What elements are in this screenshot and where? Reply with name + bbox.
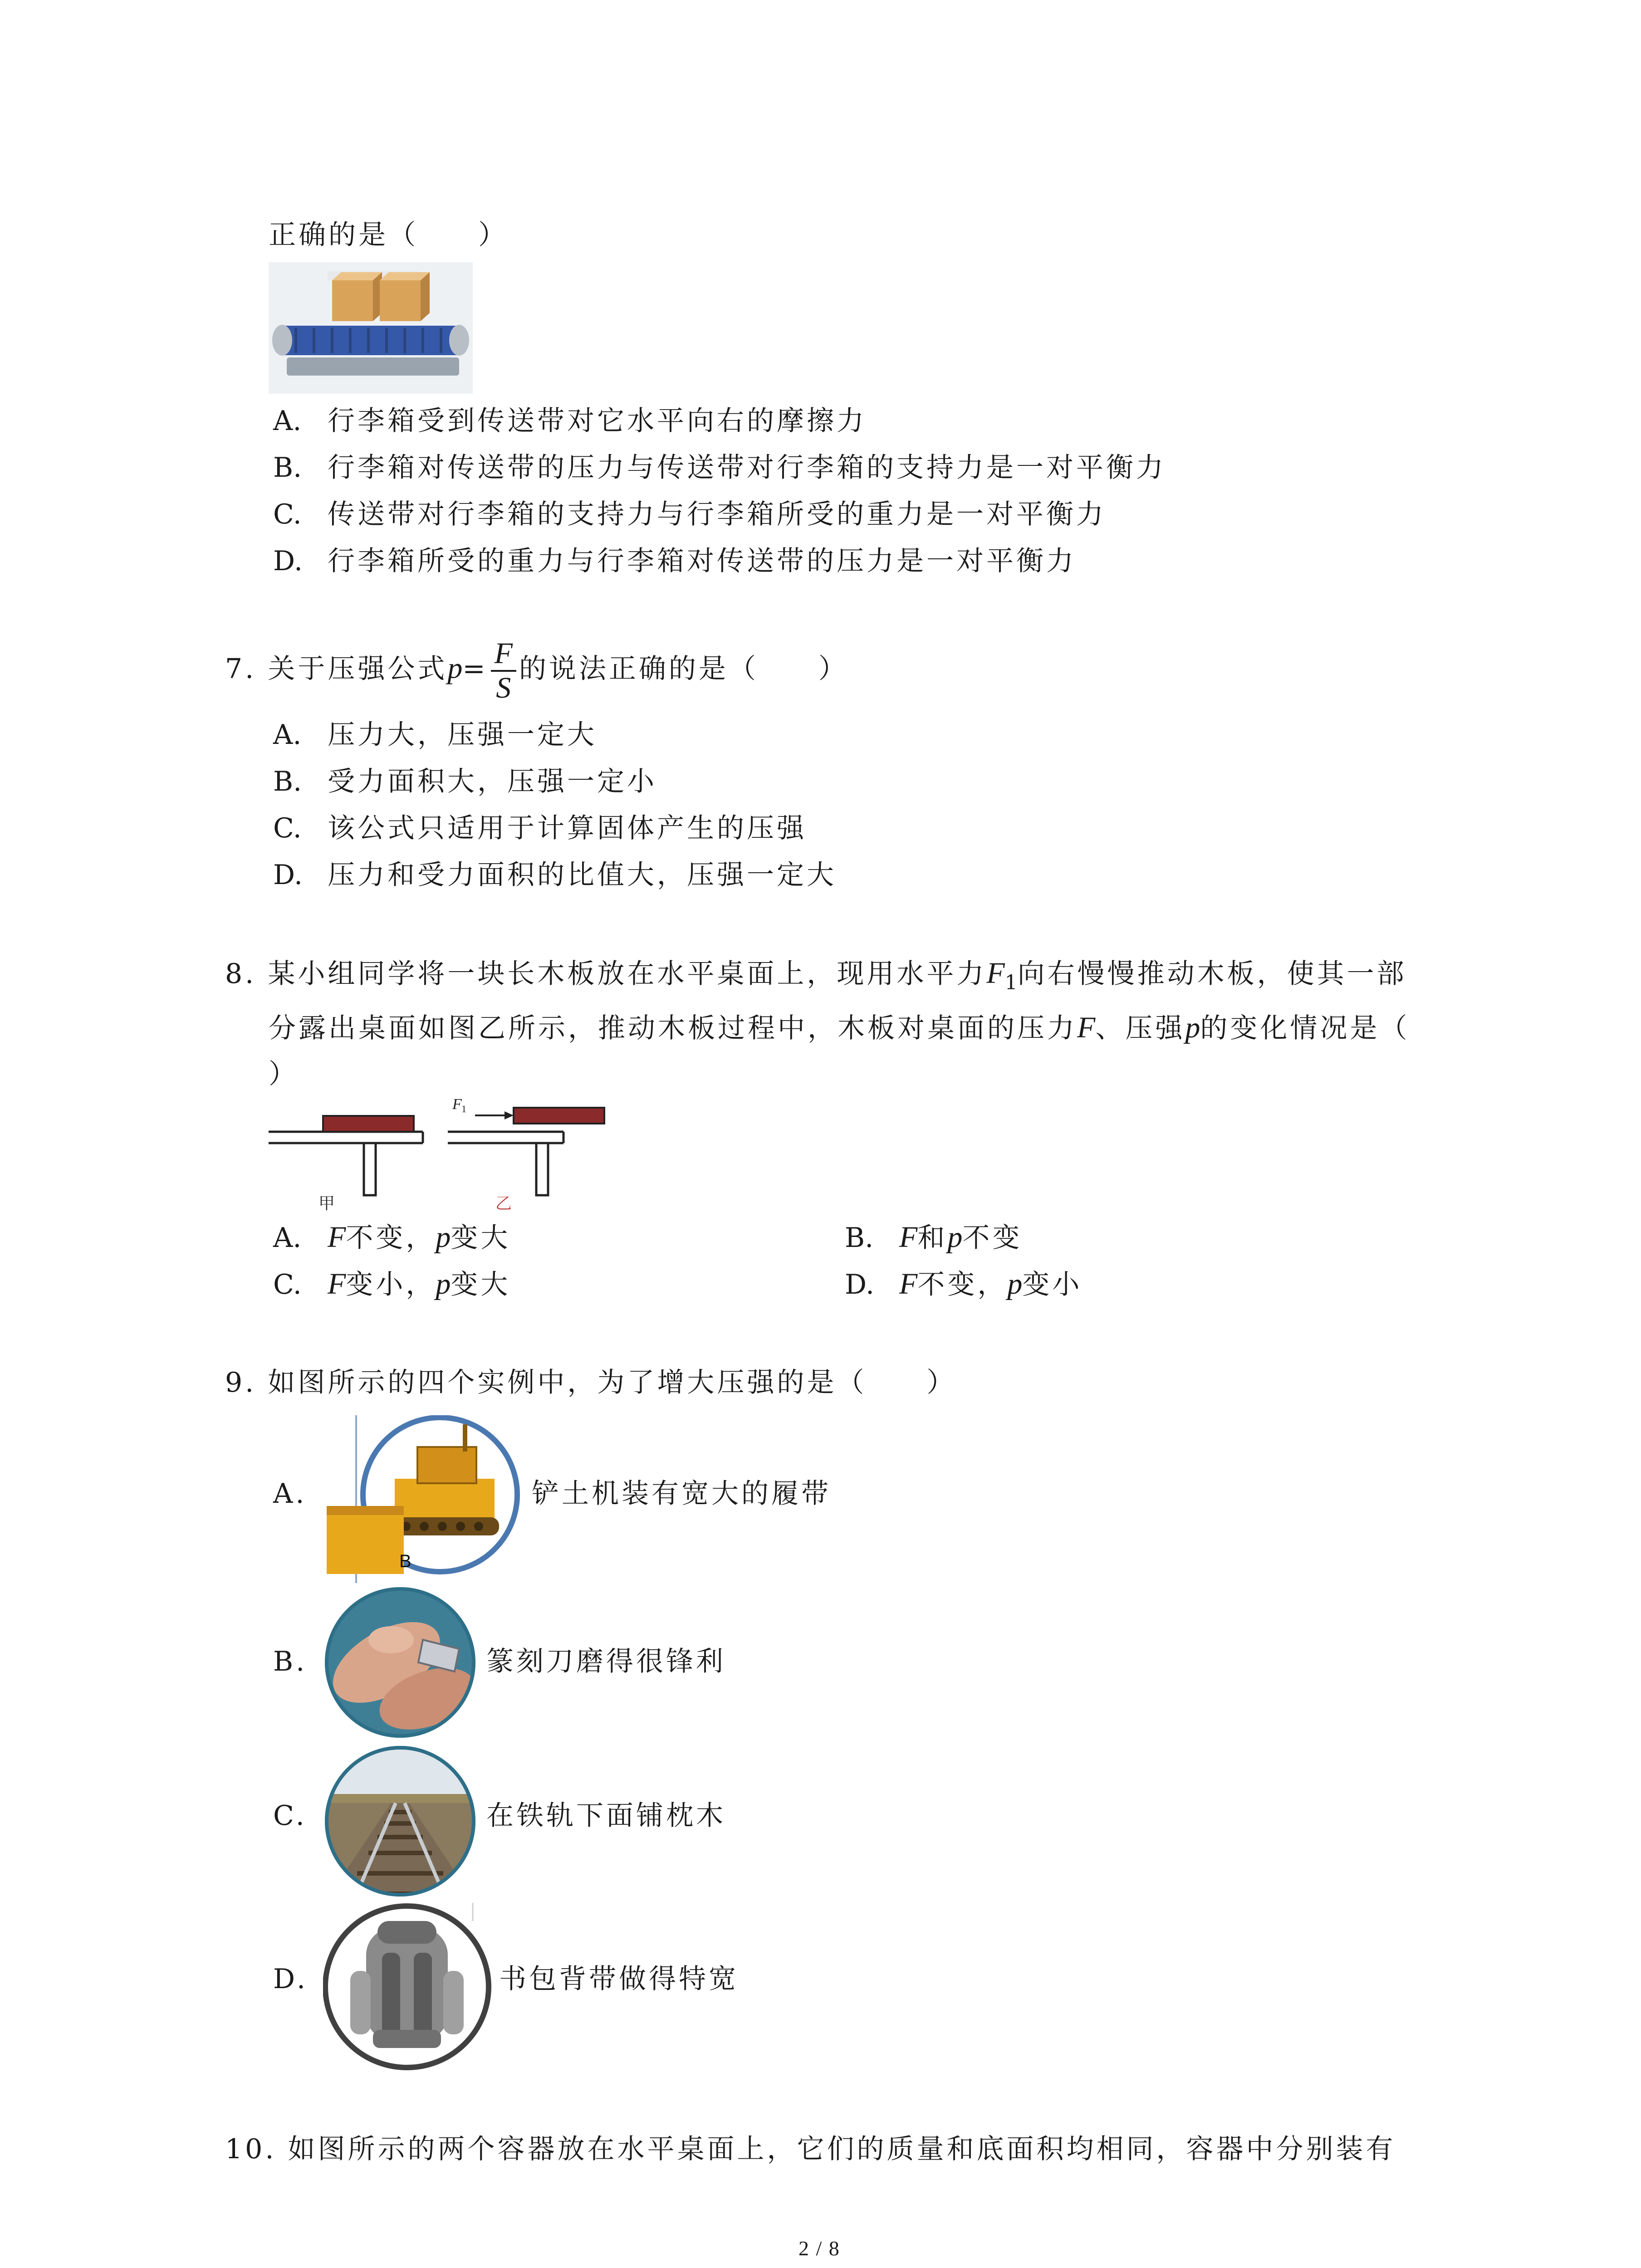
question-number: 10. xyxy=(225,2133,277,2165)
var-subscript: 1 xyxy=(1004,971,1018,994)
question-number: 8. xyxy=(225,958,257,990)
var-p: p xyxy=(436,1221,451,1254)
backpack-icon xyxy=(323,1903,495,2071)
stem-text: 的变化情况是（ xyxy=(1200,1012,1410,1044)
stem-text: 向右慢慢推动木板，使其一部 xyxy=(1017,958,1407,990)
q8-option-a[interactable] xyxy=(273,1220,510,1255)
fraction-numerator: F xyxy=(491,637,516,672)
q9-option-a-text: 铲土机装有宽大的履带 xyxy=(532,1478,831,1510)
stem-text: 如图所示的两个容器放在水平桌面上，它们的质量和底面积均相同，容器中分别装有 xyxy=(288,2133,1396,2165)
option-label: C. xyxy=(273,1269,302,1300)
railway-track-icon xyxy=(323,1744,477,1898)
stem-text: 的说法正确的是（ ） xyxy=(519,653,848,685)
var-f: F xyxy=(328,1267,346,1300)
q10-stem xyxy=(225,2132,1396,2166)
option-label: C. xyxy=(273,499,302,530)
var-f: F xyxy=(328,1221,346,1254)
var-p: p xyxy=(436,1267,451,1300)
option-text: 不变 xyxy=(962,1222,1023,1254)
force-label-subscript: 1 xyxy=(461,1103,466,1114)
page-number: 2 / 8 xyxy=(798,2237,840,2260)
option-text: 变大 xyxy=(451,1269,511,1300)
board-push-figure xyxy=(269,1093,613,1216)
q7-option-a[interactable] xyxy=(273,718,597,752)
option-text: 变小 xyxy=(1022,1269,1083,1300)
option-label: A. xyxy=(273,405,302,437)
question-number: 9. xyxy=(225,1367,257,1398)
var-f: F xyxy=(1077,1011,1096,1044)
var-f: F xyxy=(899,1221,918,1254)
figure-label-jia: 甲 xyxy=(318,1194,335,1213)
option-label: D. xyxy=(273,859,303,891)
var-p: p xyxy=(1185,1011,1200,1044)
q6-stem-tail: 正确的是（ ） xyxy=(269,219,508,251)
q6-option-c[interactable] xyxy=(273,497,1106,532)
q8-stem-line1 xyxy=(225,956,1407,1000)
q9-stem xyxy=(225,1365,956,1400)
option-text: 不变， xyxy=(346,1222,436,1254)
option-text: 行李箱受到传送带对它水平向右的摩擦力 xyxy=(328,405,867,437)
q8-stem-line3: ） xyxy=(269,1058,299,1090)
force-label: F xyxy=(452,1096,462,1113)
var-p: p xyxy=(447,651,463,685)
q7-option-d[interactable] xyxy=(273,858,837,892)
option-text: 行李箱对传送带的压力与传送带对行李箱的支持力是一对平衡力 xyxy=(328,452,1166,484)
q6-option-d[interactable] xyxy=(273,544,1076,578)
option-text: 传送带对行李箱的支持力与行李箱所受的重力是一对平衡力 xyxy=(328,499,1106,530)
option-label: B. xyxy=(845,1222,874,1254)
option-label: B. xyxy=(273,452,302,484)
option-label: C. xyxy=(273,812,302,844)
var-p: p xyxy=(947,1221,963,1254)
q9-option-d-text: 书包背带做得特宽 xyxy=(499,1963,739,1995)
option-label: D. xyxy=(845,1269,875,1300)
q9-option-b-text: 篆刻刀磨得很锋利 xyxy=(486,1646,726,1677)
q9-option-d-label[interactable]: D. xyxy=(273,1963,309,1995)
q9-option-a-label[interactable]: A. xyxy=(273,1478,307,1510)
option-text: 行李箱所受的重力与行李箱对传送带的压力是一对平衡力 xyxy=(328,545,1076,577)
q8-option-c[interactable] xyxy=(273,1267,510,1302)
stem-text: 如图所示的四个实例中，为了增大压强的是（ ） xyxy=(268,1367,957,1398)
option-text: 变大 xyxy=(451,1222,511,1254)
q9-option-c-text: 在铁轨下面铺枕木 xyxy=(486,1800,726,1832)
conveyor-belt-figure xyxy=(269,262,473,394)
fraction-denominator: S xyxy=(496,671,511,704)
var-p: p xyxy=(1007,1267,1023,1300)
var-f: F xyxy=(899,1267,918,1300)
stem-text: 分露出桌面如图乙所示，推动木板过程中，木板对桌面的压力 xyxy=(269,1012,1077,1044)
option-text: 压力和受力面积的比值大，压强一定大 xyxy=(328,859,837,891)
option-text: 受力面积大，压强一定小 xyxy=(328,766,657,797)
option-label: B. xyxy=(273,766,302,797)
q9-option-c-label[interactable]: C. xyxy=(273,1800,307,1832)
equals-sign: = xyxy=(462,653,488,685)
q6-option-a[interactable] xyxy=(273,404,867,438)
q8-option-d[interactable] xyxy=(845,1267,1082,1302)
option-label: A. xyxy=(273,719,302,751)
q8-option-b[interactable] xyxy=(845,1220,1022,1255)
figure-badge: B xyxy=(399,1551,411,1571)
option-text: 变小， xyxy=(346,1269,436,1300)
q8-stem-line2 xyxy=(269,1011,1410,1046)
figure-label-yi: 乙 xyxy=(495,1194,512,1213)
option-label: D. xyxy=(273,545,303,577)
q7-option-b[interactable] xyxy=(273,764,657,799)
q7-stem xyxy=(225,637,848,704)
stem-text: 、压强 xyxy=(1095,1012,1185,1044)
formula-fraction xyxy=(491,637,516,704)
q7-option-c[interactable] xyxy=(273,811,807,846)
bulldozer-icon xyxy=(327,1415,526,1583)
carving-knife-icon xyxy=(323,1585,477,1740)
question-number: 7. xyxy=(225,653,257,685)
stem-text: 关于压强公式 xyxy=(268,653,448,685)
option-text: 和 xyxy=(917,1222,948,1254)
option-text: 压力大，压强一定大 xyxy=(328,719,597,751)
q6-option-b[interactable] xyxy=(273,450,1166,485)
option-text: 不变， xyxy=(917,1269,1008,1300)
stem-text: 某小组同学将一块长木板放在水平桌面上，现用水平力 xyxy=(268,958,987,990)
q9-option-b-label[interactable]: B. xyxy=(273,1646,308,1677)
option-text: 该公式只适用于计算固体产生的压强 xyxy=(328,812,807,844)
var-f: F xyxy=(986,957,1005,990)
option-label: A. xyxy=(273,1222,302,1254)
